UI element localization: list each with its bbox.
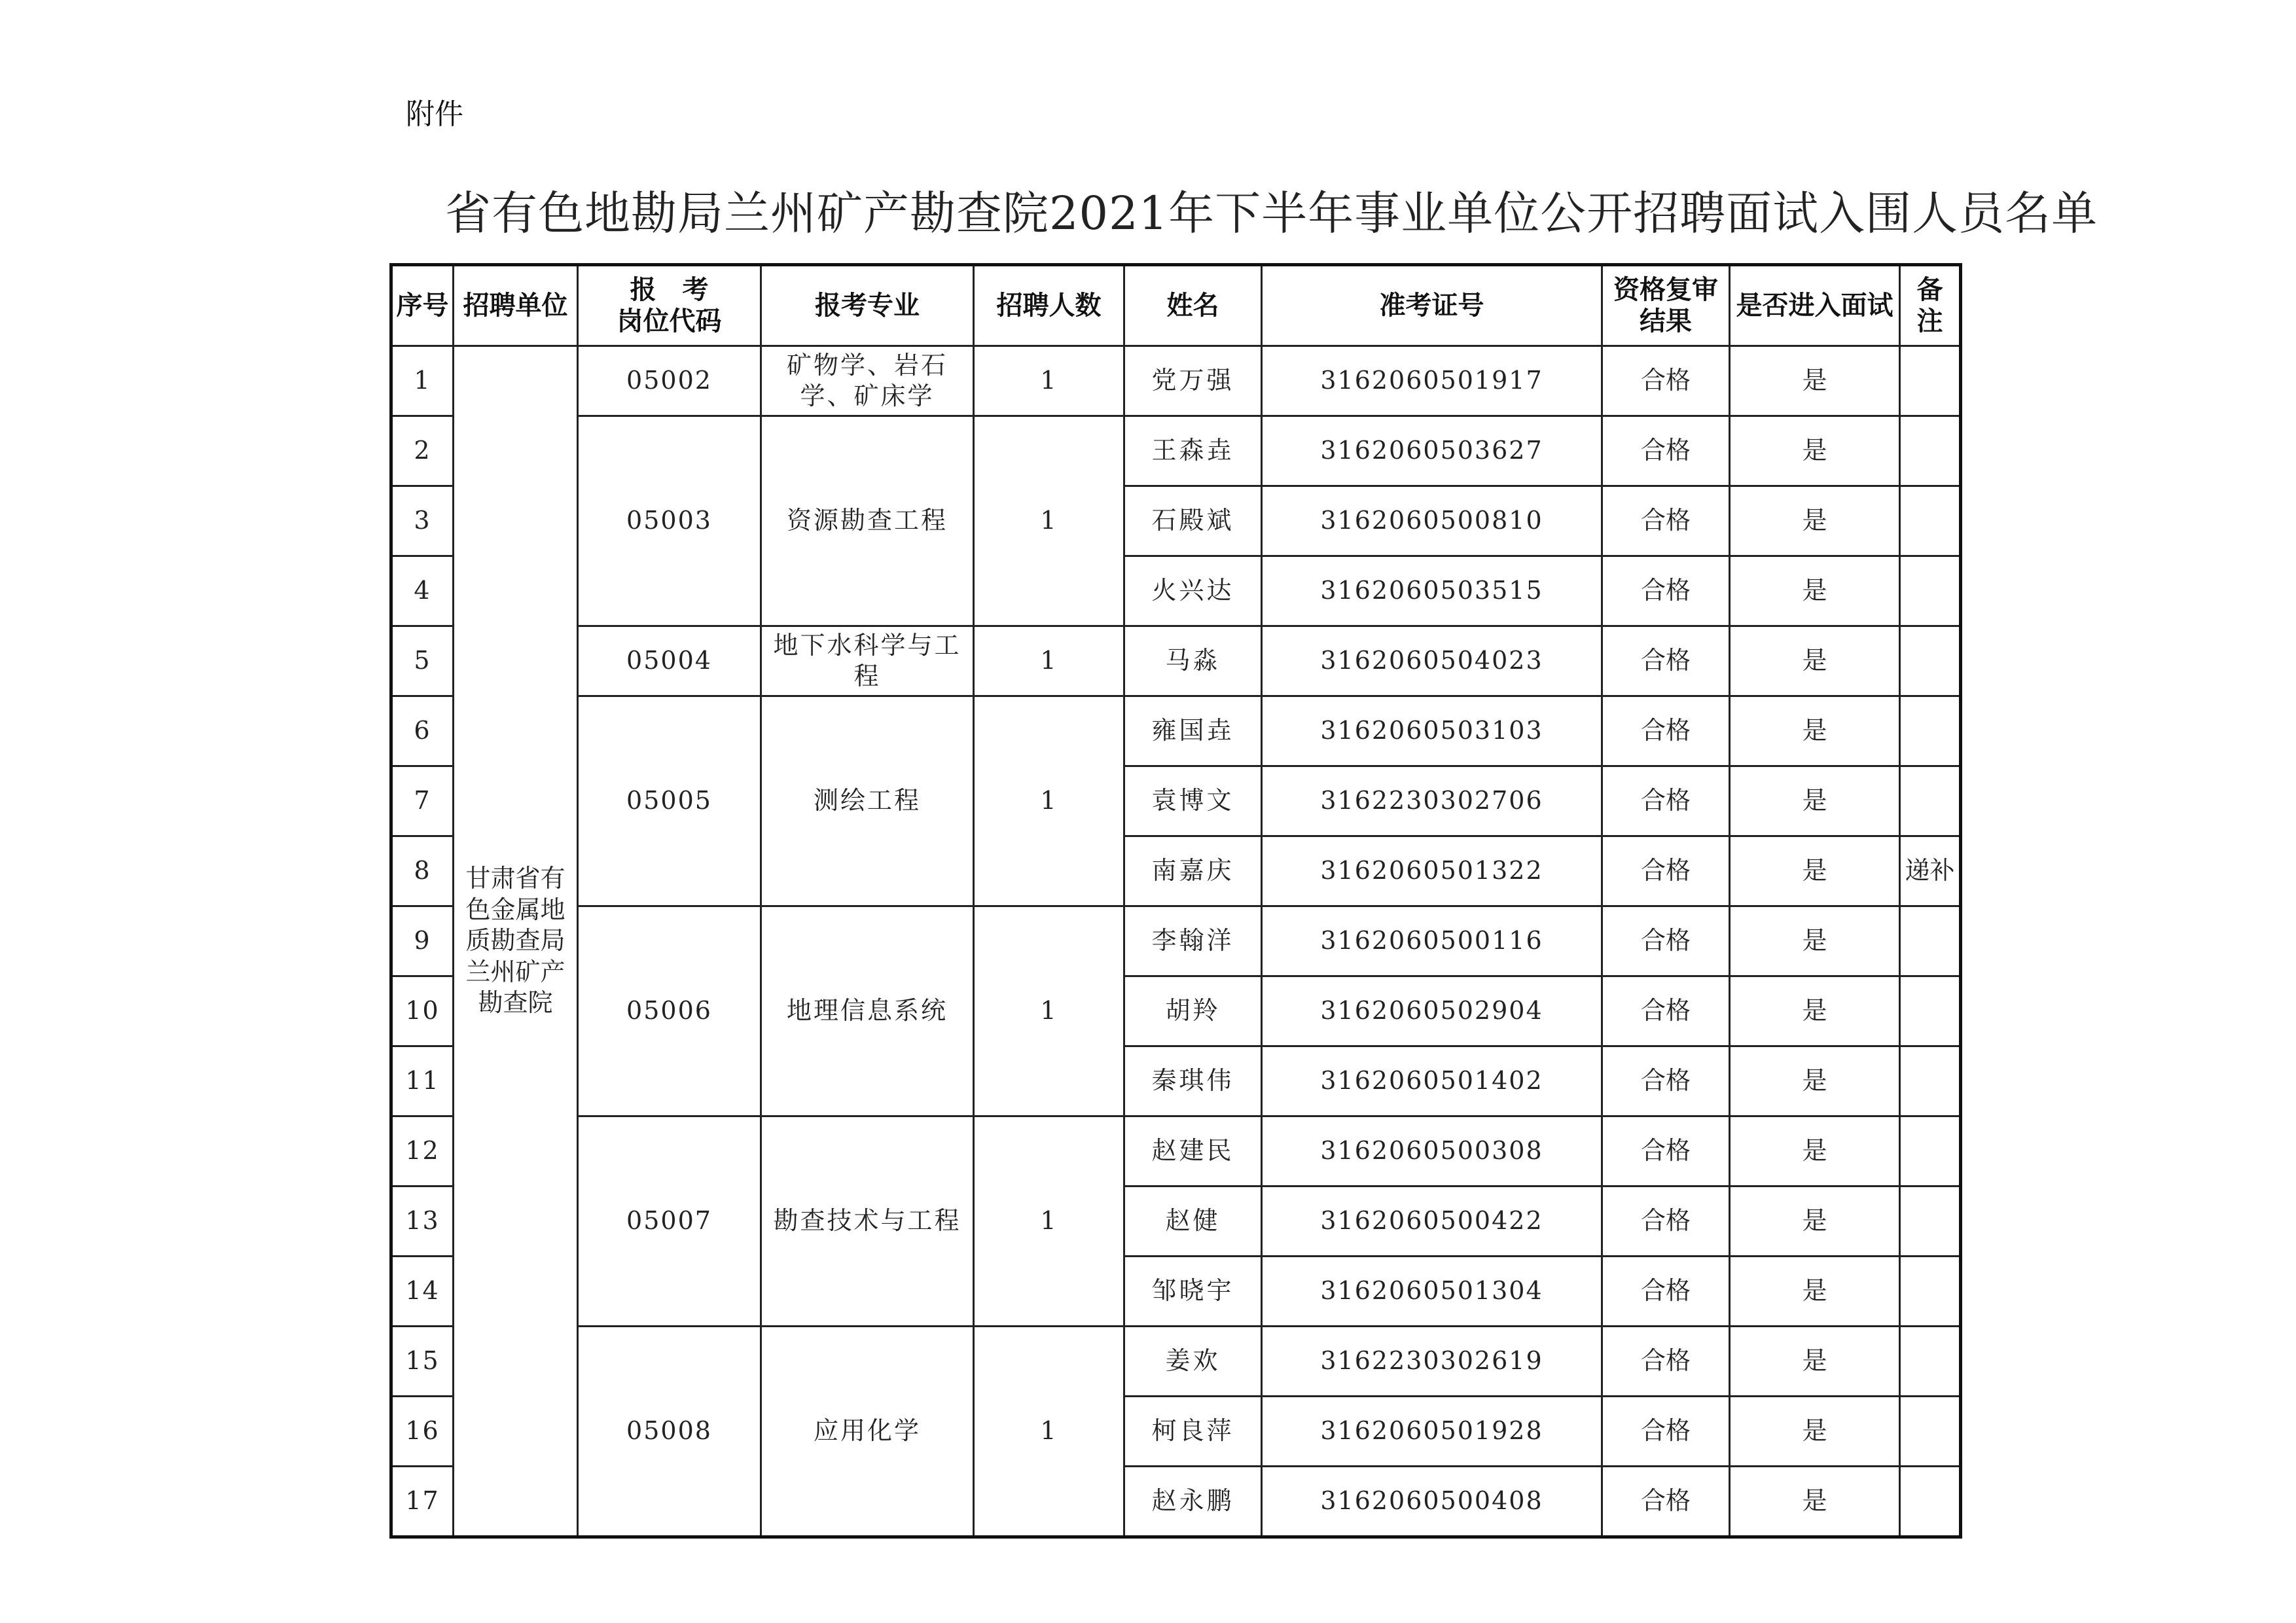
major-cell: 矿物学、岩石学、矿床学 xyxy=(761,346,974,416)
qualification-cell: 合格 xyxy=(1602,416,1730,486)
interview-cell: 是 xyxy=(1730,486,1900,556)
seq-cell: 7 xyxy=(391,766,454,836)
header-code: 报 考 岗位代码 xyxy=(578,265,761,346)
qualification-cell: 合格 xyxy=(1602,1186,1730,1257)
major-cell: 测绘工程 xyxy=(761,696,974,906)
qualification-cell: 合格 xyxy=(1602,1327,1730,1397)
seq-cell: 11 xyxy=(391,1046,454,1116)
seq-cell: 17 xyxy=(391,1467,454,1537)
interview-cell: 是 xyxy=(1730,1257,1900,1327)
remark-cell xyxy=(1900,486,1961,556)
hire-count-cell: 1 xyxy=(974,1116,1124,1327)
interview-cell: 是 xyxy=(1730,626,1900,696)
interview-roster-table xyxy=(389,263,1962,1539)
exam-no-cell: 3162060503103 xyxy=(1262,696,1602,766)
header-seq: 序号 xyxy=(391,265,454,346)
qualification-cell: 合格 xyxy=(1602,626,1730,696)
qualification-cell: 合格 xyxy=(1602,1046,1730,1116)
interview-cell: 是 xyxy=(1730,1467,1900,1537)
table-row xyxy=(391,1116,1961,1186)
header-remark: 备 注 xyxy=(1900,265,1961,346)
remark-cell xyxy=(1900,1327,1961,1397)
name-cell: 邹晓宇 xyxy=(1124,1257,1262,1327)
remark-cell xyxy=(1900,626,1961,696)
name-cell: 柯良萍 xyxy=(1124,1397,1262,1467)
exam-no-cell: 3162060501928 xyxy=(1262,1397,1602,1467)
remark-cell xyxy=(1900,1116,1961,1186)
attachment-label: 附件 xyxy=(406,98,463,131)
exam-no-cell: 3162060501402 xyxy=(1262,1046,1602,1116)
remark-cell xyxy=(1900,976,1961,1046)
interview-cell: 是 xyxy=(1730,416,1900,486)
name-cell: 李翰洋 xyxy=(1124,906,1262,976)
remark-cell xyxy=(1900,1397,1961,1467)
interview-cell: 是 xyxy=(1730,1046,1900,1116)
name-cell: 秦琪伟 xyxy=(1124,1046,1262,1116)
seq-cell: 13 xyxy=(391,1186,454,1257)
position-code-cell: 05005 xyxy=(578,696,761,906)
hire-count-cell: 1 xyxy=(974,1327,1124,1537)
qualification-cell: 合格 xyxy=(1602,1397,1730,1467)
interview-cell: 是 xyxy=(1730,906,1900,976)
name-cell: 火兴达 xyxy=(1124,556,1262,626)
remark-cell xyxy=(1900,766,1961,836)
exam-no-cell: 3162230302706 xyxy=(1262,766,1602,836)
qualification-cell: 合格 xyxy=(1602,346,1730,416)
remark-cell xyxy=(1900,1257,1961,1327)
exam-no-cell: 3162060501917 xyxy=(1262,346,1602,416)
name-cell: 袁博文 xyxy=(1124,766,1262,836)
seq-cell: 9 xyxy=(391,906,454,976)
qualification-cell: 合格 xyxy=(1602,976,1730,1046)
exam-no-cell: 3162060503627 xyxy=(1262,416,1602,486)
header-interview: 是否进入面试 xyxy=(1730,265,1900,346)
table-row xyxy=(391,906,1961,976)
position-code-cell: 05004 xyxy=(578,626,761,696)
interview-cell: 是 xyxy=(1730,976,1900,1046)
exam-no-cell: 3162060501304 xyxy=(1262,1257,1602,1327)
position-code-cell: 05006 xyxy=(578,906,761,1116)
qualification-cell: 合格 xyxy=(1602,1257,1730,1327)
major-cell: 资源勘查工程 xyxy=(761,416,974,626)
exam-no-cell: 3162060502904 xyxy=(1262,976,1602,1046)
remark-cell xyxy=(1900,1046,1961,1116)
exam-no-cell: 3162060504023 xyxy=(1262,626,1602,696)
table-row xyxy=(391,626,1961,696)
position-code-cell: 05003 xyxy=(578,416,761,626)
remark-cell xyxy=(1900,556,1961,626)
exam-no-cell: 3162060500408 xyxy=(1262,1467,1602,1537)
qualification-cell: 合格 xyxy=(1602,696,1730,766)
remark-cell xyxy=(1900,1186,1961,1257)
header-count: 招聘人数 xyxy=(974,265,1124,346)
seq-cell: 4 xyxy=(391,556,454,626)
qualification-cell: 合格 xyxy=(1602,766,1730,836)
interview-cell: 是 xyxy=(1730,1116,1900,1186)
table-row xyxy=(391,416,1961,486)
interview-cell: 是 xyxy=(1730,766,1900,836)
exam-no-cell: 3162060500116 xyxy=(1262,906,1602,976)
name-cell: 党万强 xyxy=(1124,346,1262,416)
interview-cell: 是 xyxy=(1730,1397,1900,1467)
remark-cell xyxy=(1900,346,1961,416)
seq-cell: 12 xyxy=(391,1116,454,1186)
remark-cell xyxy=(1900,416,1961,486)
position-code-cell: 05007 xyxy=(578,1116,761,1327)
table-row xyxy=(391,346,1961,416)
interview-cell: 是 xyxy=(1730,1327,1900,1397)
position-code-cell: 05002 xyxy=(578,346,761,416)
header-unit: 招聘单位 xyxy=(454,265,578,346)
remark-cell xyxy=(1900,906,1961,976)
name-cell: 王森垚 xyxy=(1124,416,1262,486)
header-major: 报考专业 xyxy=(761,265,974,346)
header-qualification: 资格复审 结果 xyxy=(1602,265,1730,346)
hire-count-cell: 1 xyxy=(974,346,1124,416)
seq-cell: 14 xyxy=(391,1257,454,1327)
major-cell: 应用化学 xyxy=(761,1327,974,1537)
seq-cell: 16 xyxy=(391,1397,454,1467)
hire-count-cell: 1 xyxy=(974,416,1124,626)
name-cell: 赵建民 xyxy=(1124,1116,1262,1186)
table-row xyxy=(391,696,1961,766)
exam-no-cell: 3162060503515 xyxy=(1262,556,1602,626)
major-cell: 地理信息系统 xyxy=(761,906,974,1116)
unit-cell: 甘肃省有色金属地质勘查局兰州矿产勘查院 xyxy=(454,346,578,1537)
remark-cell xyxy=(1900,1467,1961,1537)
name-cell: 马淼 xyxy=(1124,626,1262,696)
seq-cell: 2 xyxy=(391,416,454,486)
name-cell: 赵健 xyxy=(1124,1186,1262,1257)
remark-cell xyxy=(1900,696,1961,766)
name-cell: 赵永鹏 xyxy=(1124,1467,1262,1537)
remark-cell: 递补 xyxy=(1900,836,1961,906)
header-exam-no: 准考证号 xyxy=(1262,265,1602,346)
seq-cell: 1 xyxy=(391,346,454,416)
table-row xyxy=(391,1327,1961,1397)
qualification-cell: 合格 xyxy=(1602,906,1730,976)
hire-count-cell: 1 xyxy=(974,626,1124,696)
name-cell: 姜欢 xyxy=(1124,1327,1262,1397)
qualification-cell: 合格 xyxy=(1602,556,1730,626)
qualification-cell: 合格 xyxy=(1602,1116,1730,1186)
exam-no-cell: 3162230302619 xyxy=(1262,1327,1602,1397)
hire-count-cell: 1 xyxy=(974,906,1124,1116)
interview-cell: 是 xyxy=(1730,556,1900,626)
seq-cell: 10 xyxy=(391,976,454,1046)
position-code-cell: 05008 xyxy=(578,1327,761,1537)
seq-cell: 5 xyxy=(391,626,454,696)
interview-cell: 是 xyxy=(1730,346,1900,416)
name-cell: 南嘉庆 xyxy=(1124,836,1262,906)
seq-cell: 3 xyxy=(391,486,454,556)
seq-cell: 6 xyxy=(391,696,454,766)
name-cell: 雍国垚 xyxy=(1124,696,1262,766)
exam-no-cell: 3162060500810 xyxy=(1262,486,1602,556)
header-name: 姓名 xyxy=(1124,265,1262,346)
seq-cell: 15 xyxy=(391,1327,454,1397)
seq-cell: 8 xyxy=(391,836,454,906)
qualification-cell: 合格 xyxy=(1602,836,1730,906)
qualification-cell: 合格 xyxy=(1602,486,1730,556)
interview-cell: 是 xyxy=(1730,696,1900,766)
interview-cell: 是 xyxy=(1730,836,1900,906)
qualification-cell: 合格 xyxy=(1602,1467,1730,1537)
interview-cell: 是 xyxy=(1730,1186,1900,1257)
name-cell: 胡羚 xyxy=(1124,976,1262,1046)
exam-no-cell: 3162060500308 xyxy=(1262,1116,1602,1186)
hire-count-cell: 1 xyxy=(974,696,1124,906)
header-row xyxy=(391,265,1961,346)
major-cell: 地下水科学与工程 xyxy=(761,626,974,696)
exam-no-cell: 3162060500422 xyxy=(1262,1186,1602,1257)
exam-no-cell: 3162060501322 xyxy=(1262,836,1602,906)
major-cell: 勘查技术与工程 xyxy=(761,1116,974,1327)
name-cell: 石殿斌 xyxy=(1124,486,1262,556)
document-title: 省有色地勘局兰州矿产勘查院2021年下半年事业单位公开招聘面试入围人员名单 xyxy=(445,187,2098,240)
